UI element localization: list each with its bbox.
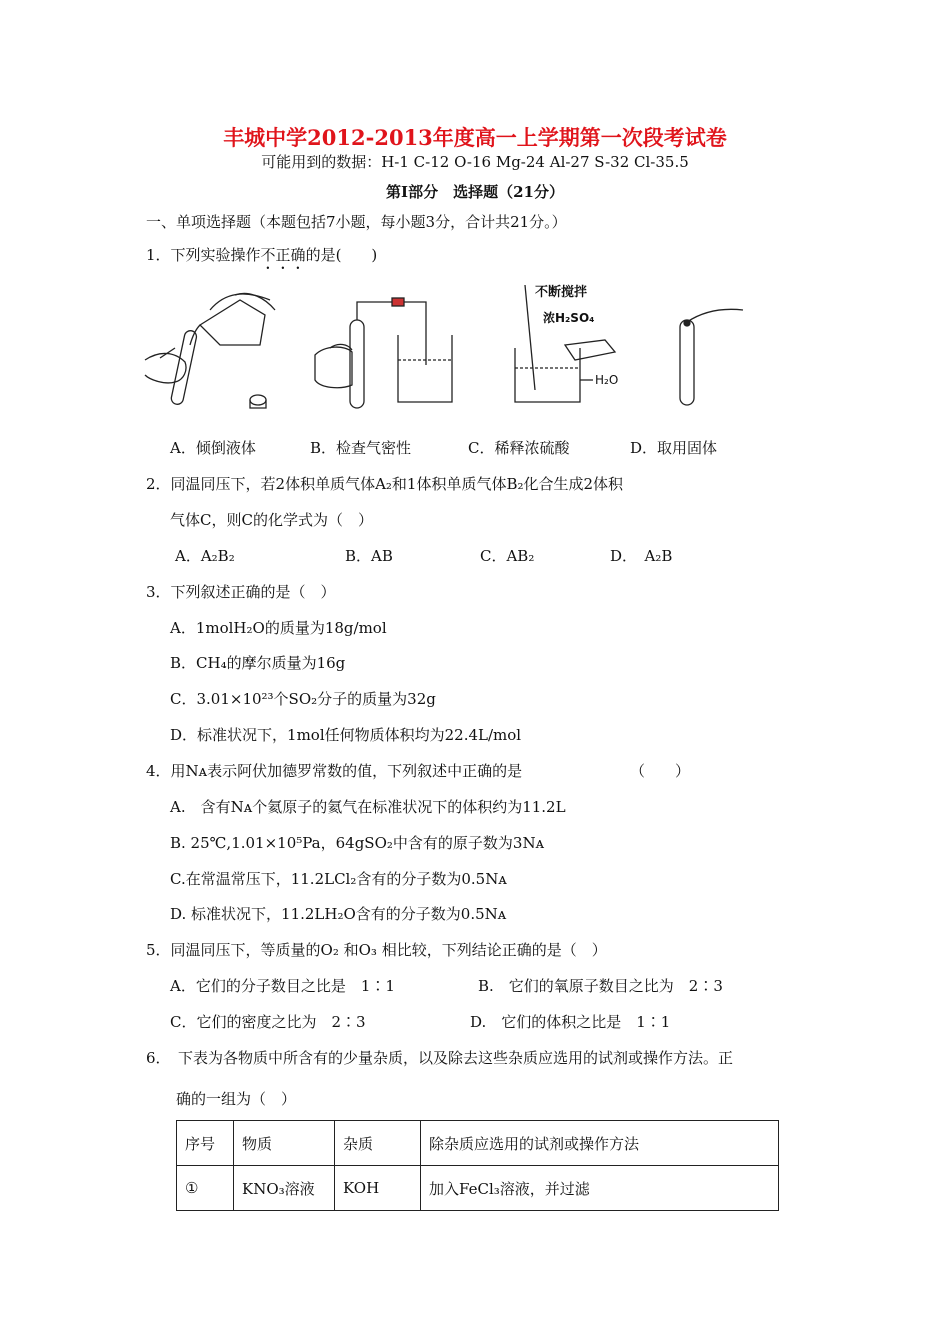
- table-header-cell: 杂质: [335, 1121, 421, 1166]
- q4-stem: 4．用Nᴀ表示阿伏加德罗常数的值，下列叙述中正确的是: [146, 762, 523, 780]
- exam-title: 丰城中学2012-2013年度高一上学期第一次段考试卷: [223, 125, 727, 150]
- part-title: 第Ⅰ部分 选择题（21分）: [386, 183, 564, 201]
- q2-option-c: C．AB₂: [480, 547, 535, 565]
- fig-label-water: H₂O: [595, 373, 619, 387]
- table-row: [177, 1166, 779, 1211]
- q1-option-b: B．检查气密性: [310, 439, 412, 457]
- table-header-cell: 除杂质应选用的试剂或操作方法: [421, 1121, 779, 1166]
- section-intro: 一、单项选择题（本题包括7小题，每小题3分，合计共21分。）: [146, 213, 567, 231]
- q5-option-d: D. 它们的体积之比是 1∶1: [470, 1013, 671, 1031]
- q3-option-d: D．标准状况下，1mol任何物质体积均为22.4L/mol: [170, 726, 522, 744]
- q4-option-a: A. 含有Nᴀ个氦原子的氦气在标准状况下的体积约为11.2L: [170, 798, 566, 816]
- q1-stem-emphasis: 不正确: [260, 246, 306, 264]
- q5-option-b: B. 它们的氧原子数目之比为 2∶3: [478, 977, 723, 995]
- q4-answer-bracket: （ ）: [630, 762, 691, 780]
- fig-label-stir: 不断搅拌: [535, 285, 588, 300]
- q2-option-b: B．AB: [345, 547, 393, 565]
- q3-option-b: B．CH₄的摩尔质量为16g: [170, 654, 346, 672]
- q2-stem-line2: 气体C，则C的化学式为（ ）: [170, 511, 373, 529]
- q1-stem: [146, 244, 377, 273]
- table-header-cell: 序号: [177, 1121, 234, 1166]
- fig-diluting-acid: [495, 280, 640, 410]
- q4-option-c: C.在常温常压下，11.2LCl₂含有的分子数为0.5Nᴀ: [170, 870, 507, 888]
- fig-pouring-liquid: [140, 290, 280, 415]
- table-cell: KOH: [335, 1166, 421, 1211]
- q3-option-c: C．3.01×10²³个SO₂分子的质量为32g: [170, 690, 436, 708]
- table-cell: ①: [177, 1166, 234, 1211]
- impurity-table: [176, 1120, 779, 1211]
- fig-label-acid: 浓H₂SO₄: [543, 311, 595, 325]
- table-header-cell: 物质: [234, 1121, 335, 1166]
- q3-stem: 3．下列叙述正确的是（ ）: [146, 583, 336, 601]
- q5-option-a: A．它们的分子数目之比是 1∶1: [170, 977, 395, 995]
- q2-option-d: D． A₂B: [610, 547, 673, 565]
- q4-option-b: B. 25℃,1.01×10⁵Pa，64gSO₂中含有的原子数为3Nᴀ: [170, 834, 545, 852]
- q1-option-d: D．取用固体: [630, 439, 718, 457]
- q1-stem-suffix: 的是( ): [305, 246, 378, 264]
- q1-option-a: A．倾倒液体: [170, 439, 256, 457]
- fig-airtightness-check: [290, 290, 460, 415]
- q1-option-c: C．稀释浓硫酸: [468, 439, 570, 457]
- q6-stem-line2: 确的一组为（ ）: [176, 1090, 297, 1108]
- atomic-masses: 可能用到的数据：H-1 C-12 O-16 Mg-24 Al-27 S-32 Cl-35.5: [261, 153, 689, 171]
- q1-stem-prefix: 1．下列实验操作: [146, 246, 261, 264]
- q4-option-d: D. 标准状况下，11.2LH₂O含有的分子数为0.5Nᴀ: [170, 905, 507, 923]
- q2-stem-line1: 2．同温同压下，若2体积单质气体A₂和1体积单质气体B₂化合生成2体积: [146, 475, 624, 493]
- table-header-row: [177, 1121, 779, 1166]
- fig-taking-solid: [665, 300, 755, 415]
- q3-option-a: A．1molH₂O的质量为18g/mol: [170, 619, 387, 637]
- q5-option-c: C．它们的密度之比为 2∶3: [170, 1013, 366, 1031]
- q5-stem: 5．同温同压下，等质量的O₂ 和O₃ 相比较，下列结论正确的是（ ）: [146, 941, 607, 959]
- table-cell: 加入FeCl₃溶液，并过滤: [421, 1166, 779, 1211]
- q6-stem-line1: 6． 下表为各物质中所含有的少量杂质，以及除去这些杂质应选用的试剂或操作方法。正: [146, 1049, 734, 1067]
- q2-option-a: A．A₂B₂: [175, 547, 235, 565]
- table-cell: KNO₃溶液: [234, 1166, 335, 1211]
